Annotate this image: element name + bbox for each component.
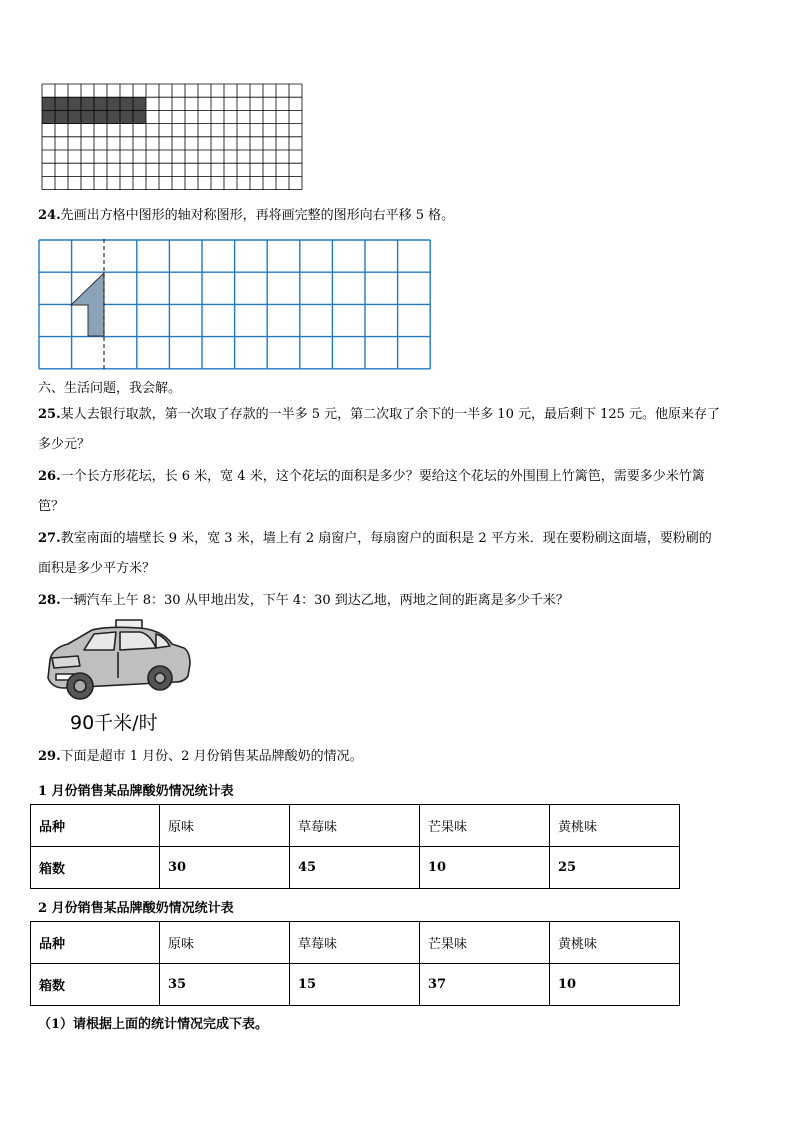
question-text: 一个长方形花坛，长 6 米，宽 4 米，这个花坛的面积是多少？要给这个花坛的外围围上竹篱笆，需要多少米竹篱 <box>60 469 705 484</box>
shaded-cell <box>55 110 68 123</box>
table-cell: 芒果味 <box>420 805 550 847</box>
shaded-cell <box>55 97 68 110</box>
question-number: 28. <box>38 593 61 608</box>
shaded-cell <box>133 110 146 123</box>
question-28 <box>38 592 569 610</box>
table2-title: 2 月份销售某品牌酸奶情况统计表 <box>38 901 234 916</box>
half-figure-shape <box>71 273 104 336</box>
question-25-line2: 多少元？ <box>38 437 91 452</box>
table-cell: 原味 <box>160 922 290 964</box>
question-number: 25. <box>38 407 61 422</box>
question-27-line1 <box>38 530 712 548</box>
table-cell: 箱数 <box>31 847 160 889</box>
shaded-cell <box>68 97 81 110</box>
question-26-line2: 笆？ <box>38 499 65 514</box>
table-cell: 箱数 <box>31 964 160 1006</box>
shaded-cell <box>42 110 55 123</box>
question-text: 下面是超市 1 月份、2 月份销售某品牌酸奶的情况。 <box>60 749 363 764</box>
table-cell: 37 <box>420 964 550 1006</box>
blue-grid-drawing-area[interactable] <box>38 239 432 370</box>
section-6-title: 六、生活问题，我会解。 <box>38 381 182 396</box>
question-text: 一辆汽车上午 8：30 从甲地出发，下午 4：30 到达乙地，两地之间的距离是多少千米？ <box>60 593 569 608</box>
shaded-cell <box>107 97 120 110</box>
table-row <box>31 964 680 1006</box>
question-number: 29. <box>38 749 61 764</box>
shaded-cell <box>81 97 94 110</box>
table-cell: 25 <box>550 847 680 889</box>
question-text: 先画出方格中图形的轴对称图形，再将画完整的图形向右平移 5 格。 <box>60 208 455 223</box>
question-text: 教室南面的墙壁长 9 米，宽 3 米，墙上有 2 扇窗户，每扇窗户的面积是 2 平方米．现在要粉刷这面墙，要粉刷的 <box>60 531 712 546</box>
taxi-illustration <box>44 618 194 708</box>
question-number: 26. <box>38 469 61 484</box>
table1-title: 1 月份销售某品牌酸奶情况统计表 <box>38 784 234 799</box>
february-sales-table <box>30 921 680 1006</box>
question-number: 24. <box>38 208 61 223</box>
table-cell: 10 <box>550 964 680 1006</box>
table-cell: 15 <box>290 964 420 1006</box>
shaded-cell <box>94 110 107 123</box>
table-cell: 黄桃味 <box>550 805 680 847</box>
shaded-cell <box>68 110 81 123</box>
shaded-cell <box>133 97 146 110</box>
question-24 <box>38 207 454 225</box>
square-grid-figure <box>40 82 304 192</box>
question-26-line1 <box>38 468 705 486</box>
january-sales-table <box>30 804 680 889</box>
table-header-row <box>31 922 680 964</box>
shaded-cell <box>94 97 107 110</box>
table-cell: 10 <box>420 847 550 889</box>
table-cell: 黄桃味 <box>550 922 680 964</box>
shaded-cell <box>107 110 120 123</box>
question-number: 27. <box>38 531 61 546</box>
table-cell: 30 <box>160 847 290 889</box>
table-header-row <box>31 805 680 847</box>
question-27-line2: 面积是多少平方米？ <box>38 561 156 576</box>
sub-question-1: （1）请根据上面的统计情况完成下表。 <box>38 1017 269 1032</box>
table-cell: 原味 <box>160 805 290 847</box>
speed-caption: 90千米/时 <box>70 712 158 734</box>
question-text: 某人去银行取款，第一次取了存款的一半多 5 元，第二次取了余下的一半多 10 元，最后剩下 125 元。他原来存了 <box>60 407 721 422</box>
table-cell: 45 <box>290 847 420 889</box>
table-cell: 品种 <box>31 805 160 847</box>
table-cell: 草莓味 <box>290 922 420 964</box>
question-25-line1 <box>38 406 720 424</box>
table-cell: 35 <box>160 964 290 1006</box>
table-cell: 芒果味 <box>420 922 550 964</box>
question-29 <box>38 748 363 766</box>
table-cell: 草莓味 <box>290 805 420 847</box>
shaded-cell <box>81 110 94 123</box>
table-row <box>31 847 680 889</box>
shaded-cell <box>120 97 133 110</box>
shaded-cell <box>42 97 55 110</box>
shaded-cell <box>120 110 133 123</box>
table-cell: 品种 <box>31 922 160 964</box>
